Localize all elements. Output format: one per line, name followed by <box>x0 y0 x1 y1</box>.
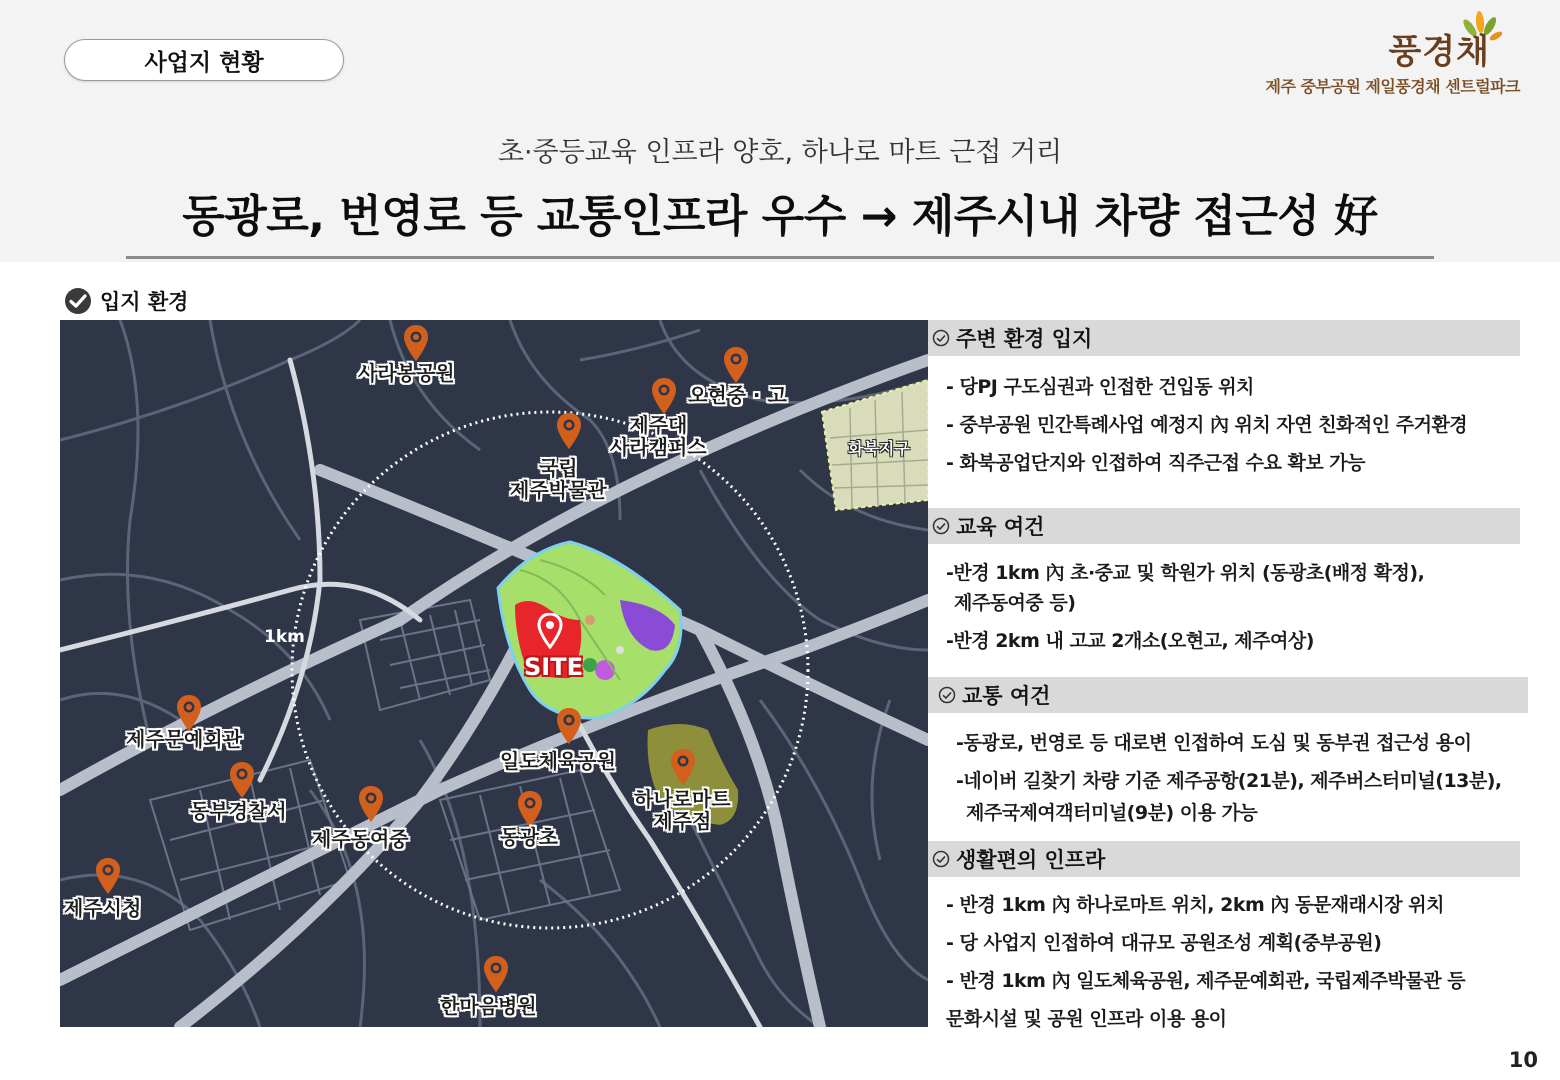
district-label: 화북지구 <box>848 439 910 458</box>
map-pin-icon <box>403 324 429 362</box>
site-label: SITE <box>524 653 583 681</box>
poi-label: 제주시청 <box>64 896 142 920</box>
map-pin-icon <box>229 761 255 799</box>
map-pin-icon <box>670 748 696 786</box>
site-pin-icon <box>537 613 563 649</box>
headline-title: 동광로, 번영로 등 교통인프라 우수 → 제주시내 차량 접근성 好 <box>182 191 1378 242</box>
bullet-edu-3: -반경 2km 내 고교 2개소(오현고, 제주여상) <box>946 630 1314 652</box>
bullet-env-2: - 중부공원 민간특례사업 예정지 內 위치 자연 친화적인 주거환경 <box>946 414 1468 436</box>
bullet-amen-3: - 반경 1km 內 일도체육공원, 제주문예회관, 국립제주박물관 등 <box>946 970 1466 992</box>
brand-name: 풍경채 <box>1388 32 1490 72</box>
poi-label: 제주대 사라캠퍼스 <box>610 413 707 459</box>
poi-label: 한마음병원 <box>440 994 537 1018</box>
poi-label: 동광초 <box>500 825 558 849</box>
poi-label: 일도체육공원 <box>500 749 616 773</box>
bullet-amen-4: 문화시설 및 공원 인프라 이용 용이 <box>946 1008 1227 1030</box>
bullet-edu-2: 제주동여중 등) <box>954 592 1076 614</box>
check-circle-icon <box>932 329 950 347</box>
location-map <box>60 320 928 1027</box>
page-number: 10 <box>1508 1048 1538 1072</box>
section-head-environment <box>928 320 1520 356</box>
section-title-environment: 주변 환경 입지 <box>956 327 1093 351</box>
headline-subtitle: 초·중등교육 인프라 양호, 하나로 마트 근접 거리 <box>497 137 1063 168</box>
poi-label: 국립 제주박물관 <box>510 456 607 502</box>
brand-logo-block <box>1220 6 1520 96</box>
bullet-amen-1: - 반경 1km 內 하나로마트 위치, 2km 內 동문재래시장 위치 <box>946 894 1444 916</box>
poi-label: 제주문예회관 <box>126 727 242 751</box>
check-circle-icon <box>932 517 950 535</box>
brand-subtitle: 제주 중부공원 제일풍경채 센트럴파크 <box>1265 77 1520 96</box>
bullet-amen-2: - 당 사업지 인접하여 대규모 공원조성 계획(중부공원) <box>946 932 1382 954</box>
map-pin-icon <box>483 955 509 993</box>
map-pin-icon <box>556 707 582 745</box>
bullet-env-1: - 당PJ 구도심권과 인접한 건입동 위치 <box>946 376 1254 398</box>
central-park-area <box>498 542 681 718</box>
poi-label: 하나로마트 제주점 <box>634 787 731 833</box>
bullet-env-3: - 화북공업단지와 인접하여 직주근접 수요 확보 가능 <box>946 452 1366 474</box>
poi-label: 사라봉공원 <box>358 361 455 385</box>
map-canvas <box>60 320 928 1027</box>
check-circle-icon <box>932 850 950 868</box>
poi-label: 제주동여중 <box>312 827 409 851</box>
map-pin-icon <box>723 346 749 384</box>
check-circle-icon <box>64 287 92 315</box>
bullet-trans-3: 제주국제여객터미널(9분) 이용 가능 <box>966 802 1258 824</box>
bullet-trans-1: -동광로, 번영로 등 대로변 인접하여 도심 및 동부권 접근성 용이 <box>956 732 1472 754</box>
info-panel <box>928 320 1528 1040</box>
section-head-education <box>928 508 1520 544</box>
section-title-pill <box>64 39 344 81</box>
headline-divider <box>126 256 1434 259</box>
poi-label: 오현중 · 고 <box>688 383 787 407</box>
section-title-transport: 교통 여건 <box>962 684 1051 708</box>
bullet-trans-2: -네이버 길찾기 차량 기준 제주공항(21분), 제주버스터미널(13분), <box>956 770 1502 792</box>
section-title-education: 교육 여건 <box>956 515 1045 539</box>
section-head-amenities <box>928 841 1520 877</box>
map-pin-icon <box>517 790 543 828</box>
bullet-edu-1: -반경 1km 內 초·중교 및 학원가 위치 (동광초(배정 확정), <box>946 562 1425 584</box>
map-pin-icon <box>651 377 677 415</box>
section-head-transport <box>928 677 1528 713</box>
map-pin-icon <box>95 857 121 895</box>
map-pin-icon <box>556 412 582 450</box>
location-label-text: 입지 환경 <box>100 290 189 314</box>
map-pin-icon <box>358 785 384 823</box>
section-title-amenities: 생활편의 인프라 <box>956 848 1106 872</box>
check-circle-icon <box>938 686 956 704</box>
radius-label: 1km <box>264 627 305 647</box>
poi-label: 동부경찰서 <box>190 799 287 823</box>
section-title: 사업지 현황 <box>144 49 264 76</box>
location-section-label <box>64 286 188 316</box>
